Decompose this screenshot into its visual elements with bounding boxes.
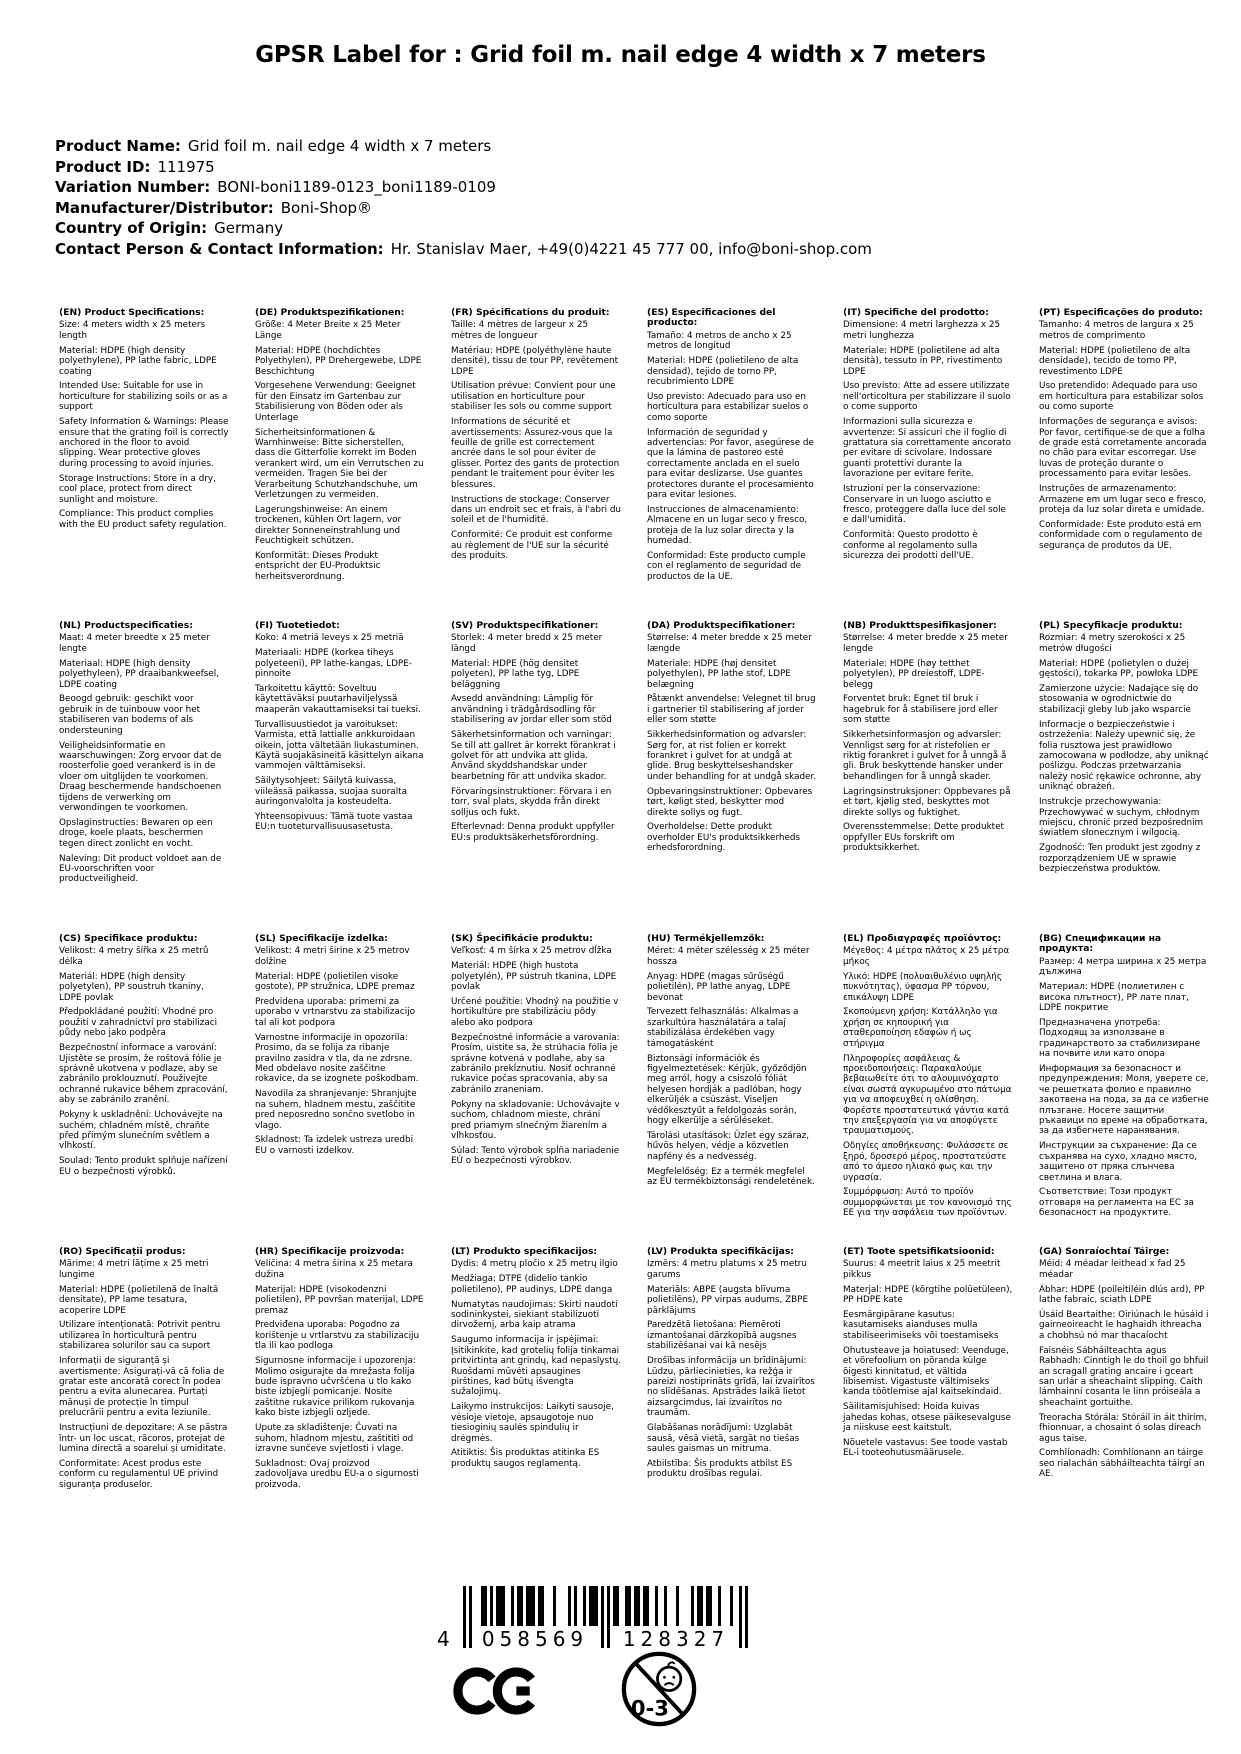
spec-paragraph: Säilytysohjeet: Säilytä kuivassa, viileässä paikassa, suojaa suoralta auringonvalolta ja kosteudelta. — [255, 776, 407, 808]
spec-paragraph: Tervezett felhasználás: Alkalmas a szarkultúra használatára a talaj stabilizálása érdekében vagy támogatásként — [647, 1007, 799, 1049]
product-name-label: Product Name: — [55, 137, 181, 155]
spec-paragraph: Uso previsto: Adecuado para uso en horticultura para estabilizar suelos o como soporte — [647, 391, 809, 423]
spec-cell — [843, 1247, 1013, 1560]
spec-paragraph: Atbilstība: Šis produkts atbilst ES produktu drošības regulai. — [647, 1458, 793, 1480]
spec-paragraph: Informações de segurança e avisos: Por favor, certifique-se de que a folha de grade está corretamente ancorada no chão para evitar escorregar. Use luvas de proteção durante o processamento para evitar lesões. — [1039, 417, 1207, 480]
spec-paragraph: Utilisation prévue: Convient pour une utilisation en horticulture pour stabiliser les sols ou comme support — [451, 381, 616, 413]
spec-cell — [255, 308, 425, 621]
spec-paragraph: Инструкции за съхранение: Да се съхранява на сухо, хладно място, защитено от пряка слънчева светлина и влага. — [1039, 1141, 1198, 1183]
spec-paragraph: Comhlíonadh: Comhlíonann an táirge seo rialachán sábháilteachta táirgí an AE. — [1039, 1448, 1205, 1480]
spec-paragraph: Opslaginstructies: Bewaren op een droge, koele plaats, beschermen tegen direct zonlicht en vocht. — [59, 817, 213, 849]
spec-paragraph: Material: HDPE (polietilen visoke gostote), PP stružnica, LDPE premaz — [255, 971, 415, 993]
spec-paragraph: Storlek: 4 meter bredd x 25 meter längd — [451, 633, 603, 654]
contact-label: Contact Person & Contact Information: — [55, 239, 384, 258]
spec-paragraph: Opbevaringsinstruktioner: Opbevares tørt, køligt sted, beskytter mod direkte sollys og fugt. — [647, 786, 813, 818]
spec-paragraph: Conformidad: Este producto cumple con el reglamento de seguridad de productos de la UE. — [647, 551, 806, 582]
spec-paragraph: Yhteensopivuus: Tämä tuote vastaa EU:n tuoteturvallisuusasetusta. — [255, 812, 413, 833]
spec-cell-header: (SL) Specifikacije izdelka: — [255, 933, 388, 944]
spec-paragraph: Méid: 4 méadar leithead x fad 25 méadar — [1039, 1259, 1186, 1280]
spec-cell-header: (EN) Product Specifications: — [59, 307, 205, 318]
spec-paragraph: Lagerungshinweise: An einem trockenen, kühlen Ort lagern, vor direkter Sonneneinstrahlung und Feuchtigkeit schützen. — [255, 504, 402, 547]
spec-cell-header: (IT) Specifiche del prodotto: — [843, 307, 989, 318]
barcode-left-digits: 058569 — [481, 1627, 589, 1651]
spec-paragraph: Predvidena uporaba: primerni za uporabo v vrtnarstvu za stabilizacijo tal ali kot podpora — [255, 997, 416, 1028]
spec-paragraph: Säkerhetsinformation och varningar: Se till att gallret är korrekt förankrat i golvet för att undvika att glida. Använd skyddshandskar under bearbetning för att undvika skador. — [451, 730, 616, 782]
spec-cell-header: (SK) Špecifikácie produktu: — [451, 933, 593, 944]
spec-paragraph: Méret: 4 méter szélesség x 25 méter hossza — [647, 946, 810, 967]
spec-cell — [1039, 621, 1209, 934]
spec-paragraph: Tarkoitettu käyttö: Soveltuu käytettäväksi puutarhaviljelyssä maaperän vakauttamiseksi tai tueksi. — [255, 684, 421, 715]
ce-mark-icon — [453, 1660, 541, 1726]
spec-paragraph: Размер: 4 метра ширина x 25 метра дължина — [1039, 956, 1207, 978]
spec-paragraph: Tárolási utasítások: Üzlet egy száraz, hűvös helyen, védje a közvetlen napfény és a nedvesség. — [647, 1130, 810, 1162]
spec-paragraph: Istruzioni per la conservazione: Conservare in un luogo asciutto e fresco, proteggere dalla luce del sole e dall'umidità. — [843, 484, 1006, 526]
age-warning-label: 0-3 — [630, 1695, 669, 1721]
spec-paragraph: Materiaal: HDPE (high density polyethyleen), PP draaibankweefsel, LDPE coating — [59, 658, 219, 690]
spec-paragraph: Tamanho: 4 metros de largura x 25 metros de comprimento — [1039, 320, 1194, 341]
spec-paragraph: Soulad: Tento produkt splňuje nařízení EU o bezpečnosti výrobků. — [59, 1156, 228, 1177]
spec-paragraph: Overensstemmelse: Dette produktet oppfyller EUs forskrift om produktsikkerhet. — [843, 822, 1004, 854]
spec-paragraph: Biztonsági információk és figyelmeztetések: Kérjük, győződjön meg arról, hogy a csiszoló fóliát helyesen hordják a padlóban, hogy elkerüljék a csúszást. Viseljen védőkesztyűt a feldolgozás során, hogy elkerülje a sérüléseket. — [647, 1053, 807, 1126]
spec-cell-body — [451, 946, 621, 1166]
spec-paragraph: Οδηγίες αποθήκευσης: Φυλάσσετε σε ξηρό, δροσερό μέρος, προστατεύστε από το άμεσο ηλιακό φως και την υγρασία. — [843, 1141, 1009, 1183]
spec-paragraph: Turvallisuustiedot ja varoitukset: Varmista, että lattialle ankkuroidaan oikein, jotta vältetään liukastuminen. Käytä suojakäsineitä käsittelyn aikana vammojen välttämiseksi. — [255, 719, 424, 772]
spec-paragraph: Velikost: 4 metry šířka x 25 metrů délka — [59, 946, 209, 967]
spec-paragraph: Μέγεθος: 4 μέτρα πλάτος x 25 μέτρα μήκος — [843, 946, 1010, 967]
manufacturer-row — [55, 198, 872, 219]
spec-cell — [843, 934, 1013, 1247]
spec-paragraph: Suurus: 4 meetrit laius x 25 meetrit pikkus — [843, 1259, 1001, 1280]
spec-cell — [451, 934, 621, 1247]
spec-cell-body — [647, 1259, 817, 1479]
spec-paragraph: Anyag: HDPE (magas sűrűségű polietilén), PP lathe anyag, LDPE bevonat — [647, 971, 791, 1003]
spec-paragraph: Saugumo informacija ir įspėjimai: Įsitikinkite, kad grotelių folija tinkamai pritvirtinta ant grindų, kad nepaslystų. Ruošdami mūvėti apsaugines pirštines, kad būtų išvengta sužalojimų. — [451, 1335, 621, 1398]
spec-paragraph: Upute za skladištenje: Čuvati na suhom, hladnom mjestu, zaštititi od izravne sunčeve svjetlosti i vlage. — [255, 1423, 414, 1454]
spec-cell-header: (BG) Спецификации на продукта: — [1039, 933, 1162, 955]
spec-paragraph: Información de seguridad y advertencias: Por favor, asegúrese de que la lámina de pastoreo esté correctamente anclada en el suelo para evitar deslizarse. Use guantes protectores durante el procesamiento para evitar lesiones. — [647, 427, 814, 500]
spec-cell-body — [59, 1259, 229, 1490]
spec-cell-header: (ET) Toote spetsifikatsioonid: — [843, 1246, 995, 1257]
spec-cell-body — [255, 1259, 425, 1490]
spec-paragraph: Matériau: HDPE (polyéthylène haute densité), tissu de tour PP, revêtement LDPE — [451, 345, 619, 377]
spec-cell-header: (NB) Produkttspesifikasjoner: — [843, 620, 997, 631]
contact-value: Hr. Stanislav Maer, +49(0)4221 45 777 00, info@boni-shop.com — [390, 239, 872, 258]
spec-paragraph: Πληροφορίες ασφάλειας & προειδοποιήσεις: Παρακαλούμε βεβαιωθείτε ότι το αλουμινόχαρτο είναι σωστά αγκυρωμένο στο πάτωμα για να αποφευχθεί η ολίσθηση. Φορέστε προστατευτικά γάντια κατά την επεξεργασία για να αποφύγετε τραυματισμούς. — [843, 1053, 1012, 1137]
spec-paragraph: Naleving: Dit product voldoet aan de EU-voorschriften voor productveiligheid. — [59, 853, 222, 885]
spec-paragraph: Veľkosť: 4 m šírka x 25 metrov dĺžka — [451, 946, 612, 957]
spec-paragraph: Säilitamisjuhised: Hoida kuivas jahedas kohas, otsese päikesevalguse ja niiskuse eest kaitstult. — [843, 1402, 1011, 1434]
country-of-origin-value: Germany — [214, 219, 284, 237]
spec-paragraph: Zgodność: Ten produkt jest zgodny z rozporządzeniem UE w sprawie bezpieczeństwa produktów. — [1039, 843, 1201, 875]
spec-paragraph: Materiale: HDPE (polietilene ad alta densità), tessuto in PP, rivestimento LDPE — [843, 345, 1003, 377]
spec-paragraph: Uso pretendido: Adequado para uso em horticultura para estabilizar solos ou como suporte — [1039, 381, 1204, 413]
variation-number-row — [55, 177, 872, 198]
spec-cell-body — [451, 633, 621, 843]
spec-paragraph: Informații de siguranță și avertismente: Asigurați-vă că folia de gratar este ancorată corect în podea pentru a evita alunecarea. Purtați mănuși de protecție în timpul prelucrării pentru a evita leziunile. — [59, 1356, 225, 1419]
spec-cell — [451, 621, 621, 934]
spec-cell-body — [843, 633, 1013, 853]
variation-number-label: Variation Number: — [55, 178, 211, 196]
spec-paragraph: Izmērs: 4 metru platums x 25 metru garums — [647, 1259, 807, 1280]
spec-cell-body — [647, 331, 817, 582]
spec-paragraph: Materiał: HDPE (polietylen o dużej gęstości), tokarka PP, powłoka LDPE — [1039, 658, 1199, 680]
spec-cell-body — [647, 633, 817, 853]
spec-paragraph: Förvaringsinstruktioner: Förvara i en torr, sval plats, skydda från direkt solljus och fukt. — [451, 786, 612, 818]
spec-paragraph: Conformité: Ce produit est conforme au règlement de l'UE sur la sécurité des produits. — [451, 530, 613, 562]
spec-cell-header: (FR) Spécifications du produit: — [451, 307, 610, 318]
spec-cell-header: (LV) Produkta specifikācijas: — [647, 1246, 794, 1257]
spec-paragraph: Faisnéis Sábháilteachta agus Rabhadh: Cinntigh le do thoil go bhfuil an scragall grating ancaire i gceart san urlár a sheachaint slipping. Caith lámhainní cosanta le linn próiseála a sheachaint gortuithe. — [1039, 1345, 1209, 1408]
spec-paragraph: Storage Instructions: Store in a dry, cool place, protect from direct sunlight and moisture. — [59, 473, 216, 505]
spec-paragraph: Informacje o bezpieczeństwie i ostrzeżenia: Należy upewnić się, że folia rusztowa jest prawidłowo zamocowana w podłodze, aby uniknąć poślizgu. Podczas przetwarzania należy nosić rękawice ochronne, aby uniknąć obrażeń. — [1039, 719, 1209, 793]
spec-paragraph: Treoracha Stórála: Stóráil in áit thirim, fhionnuar, a chosaint ó solas díreach agus taise. — [1039, 1412, 1207, 1444]
spec-cell — [255, 1247, 425, 1560]
spec-paragraph: Conformitate: Acest produs este conform cu regulamentul UE privind siguranța produselor. — [59, 1458, 219, 1490]
spec-paragraph: Instructions de stockage: Conserver dans un endroit sec et frais, à l'abri du soleil et de l'humidité. — [451, 494, 621, 526]
spec-paragraph: Veiligheidsinformatie en waarschuwingen: Zorg ervoor dat de roosterfolie goed verankerd is in de vloer om uitglijden te voorkomen. Draag beschermende handschoenen tijdens de verwerking om verwondingen te voorkomen. — [59, 740, 222, 813]
spec-paragraph: Overholdelse: Dette produkt overholder EU's produktsikkerheds erhedsforordning. — [647, 822, 801, 854]
spec-cell-header: (ES) Especificaciones del producto: — [647, 307, 776, 329]
spec-cell-header: (SV) Produktspecifikationer: — [451, 620, 599, 631]
spec-paragraph: Navodila za shranjevanje: Shranjujte na suhem, hladnem mestu, zaščitite pred neposredno sončno svetlobo in vlago. — [255, 1089, 417, 1131]
spec-paragraph: Súlad: Tento výrobok spĺňa nariadenie EÚ o bezpečnosti výrobkov. — [451, 1145, 620, 1167]
spec-paragraph: Rozmiar: 4 metry szerokości x 25 metrów długości — [1039, 633, 1186, 654]
spec-paragraph: Materijal: HDPE (visokodenzni polietilen), PP površan materijal, LDPE premaz — [255, 1284, 424, 1316]
spec-paragraph: Størrelse: 4 meter bredde x 25 meter længde — [647, 633, 812, 654]
spec-cell — [451, 308, 621, 621]
spec-paragraph: Pokyny na skladovanie: Uchovávajte v suchom, chladnom mieste, chráni pred priamym slnečným žiarením a vlhkosťou. — [451, 1099, 620, 1141]
spec-paragraph: Υλικό: HDPE (πολυαιθυλένιο υψηλής πυκνότητας), ύφασμα PP τόρνου, επικάλυψη LDPE — [843, 971, 1003, 1003]
spec-grid — [59, 308, 1209, 1560]
spec-cell-body — [1039, 320, 1209, 551]
spec-paragraph: Taille: 4 mètres de largeur x 25 mètres de longueur — [451, 320, 589, 341]
spec-paragraph: Předpokládané použití: Vhodné pro použití v zahradnictví pro stabilizaci půdy nebo jako podpěra — [59, 1007, 218, 1039]
spec-paragraph: Material: HDPE (hochdichtes Polyethylen), PP Drehergewebe, LDPE Beschichtung — [255, 345, 422, 377]
spec-paragraph: Mărime: 4 metri lățime x 25 metri lungime — [59, 1259, 209, 1280]
spec-paragraph: Utilizare intenționată: Potrivit pentru utilizarea în horticultură pentru stabilizarea solurilor sau ca suport — [59, 1320, 221, 1352]
spec-paragraph: Konformität: Dieses Produkt entspricht der EU-Produktsic herheitsverordnung. — [255, 551, 381, 582]
spec-paragraph: Úsáid Beartaithe: Oiriúnach le húsáid i gairneoireacht le haghaidh ithreacha a chobhsú nó mar thacaíocht — [1039, 1310, 1209, 1341]
spec-paragraph: Skladnost: Ta izdelek ustreza uredbi EU o varnosti izdelkov. — [255, 1135, 414, 1156]
spec-cell-body — [255, 320, 425, 582]
spec-paragraph: Nõuetele vastavus: See toode vastab EL-i tooteohutusmäärusele. — [843, 1438, 1008, 1459]
spec-paragraph: Intended Use: Suitable for use in horticulture for stabilizing soils or as a support — [59, 381, 228, 413]
variation-number-value: BONI-boni1189-0123_boni1189-0109 — [217, 178, 496, 196]
spec-paragraph: Материал: HDPE (полиетилен с висока плътност), PP лате плат, LDPE покритие — [1039, 982, 1189, 1013]
spec-paragraph: Sigurnosne informacije i upozorenja: Molimo osigurajte da mrežasta folija bude ispravno učvršćena u tlo kako biste izbjegli pomicanje. Nosite zaštitne rukavice prilikom rukovanja kako biste izbjegli ozljede. — [255, 1356, 416, 1419]
spec-paragraph: Uso previsto: Atte ad essere utilizzate nell'orticoltura per stabilizzare il suolo o come supporto — [843, 381, 1011, 413]
spec-cell-header: (PL) Specyfikacje produktu: — [1039, 620, 1183, 631]
spec-paragraph: Instrukcje przechowywania: Przechowywać w suchym, chłodnym miejscu, chronić przed bezpośrednim światłem słonecznym i wilgocią. — [1039, 797, 1204, 839]
spec-paragraph: Glabāšanas norādījumi: Uzglabāt sausā, vēsā vietā, sargāt no tiešas saules gaismas un mitruma. — [647, 1423, 800, 1454]
spec-cell — [451, 1247, 621, 1560]
spec-paragraph: Sicherheitsinformationen & Warnhinweise: Bitte sicherstellen, dass die Gitterfolie korrekt im Boden verankert wird, um ein Verrutschen zu vermeiden. Tragen Sie bei der Verarbeitung Schutzhandschuhe, um Verletzungen zu vermeiden. — [255, 427, 424, 500]
spec-paragraph: Compliance: This product complies with the EU product safety regulation. — [59, 509, 227, 530]
spec-cell — [59, 934, 229, 1247]
spec-cell — [1039, 934, 1209, 1247]
spec-cell-body — [255, 633, 425, 832]
spec-cell — [647, 1247, 817, 1560]
spec-paragraph: Ábhar: HDPE (poileitiléin dlús ard), PP lathe fabraic, sciath LDPE — [1039, 1284, 1205, 1306]
spec-cell-header: (LT) Produkto specifikacijos: — [451, 1246, 598, 1257]
product-id-row — [55, 157, 872, 178]
spec-cell-body — [843, 1259, 1013, 1458]
product-id-label: Product ID: — [55, 157, 151, 176]
barcode-lead-digit: 4 — [437, 1627, 450, 1651]
spec-cell-body — [451, 1259, 621, 1469]
spec-cell-header: (DE) Produktspezifikationen: — [255, 307, 405, 318]
country-of-origin-row — [55, 218, 872, 239]
spec-paragraph: Sukladnost: Ovaj proizvod zadovoljava uredbu EU-a o sigurnosti proizvoda. — [255, 1458, 419, 1490]
spec-paragraph: Vorgesehene Verwendung: Geeignet für den Einsatz im Gartenbau zur Stabilisierung von Böden oder als Unterlage — [255, 381, 416, 423]
spec-paragraph: Съответствие: Този продукт отговаря на регламента на ЕС за безопасност на продуктите. — [1039, 1187, 1194, 1219]
spec-paragraph: Bezpečnostné informácie a varovania: Prosím, uistite sa, že strúhacia fólia je správne kotvená v podlahe, aby sa zabránilo prekĺznutiu. Nosiť ochranné rukavice počas spracovania, aby sa zabránilo zraneniam. — [451, 1032, 620, 1095]
spec-paragraph: Lagringsinstruksjoner: Oppbevares på et tørt, kjølig sted, beskyttes mot direkte sollys og fuktighet. — [843, 786, 1011, 818]
spec-paragraph: Informations de sécurité et avertissements: Assurez-vous que la feuille de grille est correctement ancrée dans le sol pour éviter de glisser. Portez des gants de protection pendant le traitement pour éviter les blessures. — [451, 417, 620, 490]
manufacturer-value: Boni-Shop® — [280, 198, 373, 217]
spec-cell — [255, 934, 425, 1247]
spec-paragraph: Medžiaga: DTPE (didelio tankio polietileno), PP audinys, LDPE danga — [451, 1274, 613, 1295]
spec-paragraph: Sikkerhetsinformasjon og advarsler: Vennligst sørg for at ristefolien er riktig forankret i gulvet for å unngå å gli. Bruk beskyttende hansker under behandlingen for å unngå skader. — [843, 730, 1007, 782]
spec-cell — [1039, 308, 1209, 621]
spec-cell — [647, 621, 817, 934]
spec-paragraph: Beoogd gebruik: geschikt voor gebruik in de tuinbouw voor het stabiliseren van bodems of als ondersteuning — [59, 694, 201, 736]
spec-paragraph: Tamaño: 4 metros de ancho x 25 metros de longitud — [647, 330, 792, 352]
spec-paragraph: Dydis: 4 metrų pločio x 25 metrų ilgio — [451, 1259, 618, 1270]
spec-paragraph: Materiál: HDPE (high density polyetylen), PP soustruh tkaniny, LDPE povlak — [59, 971, 205, 1003]
spec-paragraph: Efterlevnad: Denna produkt uppfyller EU:s produktsäkerhetsförordning. — [451, 822, 615, 843]
manufacturer-label: Manufacturer/Distributor: — [55, 198, 274, 217]
spec-cell — [255, 621, 425, 934]
spec-cell-header: (CS) Specifikace produktu: — [59, 933, 198, 944]
spec-paragraph: Предназначена употреба: Подходящ за използване в градинарството за стабилизиране на почвите или като опора — [1039, 1017, 1201, 1060]
product-id-value: 111975 — [157, 157, 215, 176]
barcode-right-digits: 128327 — [622, 1627, 730, 1651]
page-title: GPSR Label for : Grid foil m. nail edge 4 width x 7 meters — [255, 42, 986, 68]
spec-paragraph: Størrelse: 4 meter bredde x 25 meter lengde — [843, 633, 1008, 654]
spec-paragraph: Varnostne informacije in opozorila: Prosimo, da se folija za ribanje pravilno zasidra v tla, da ne zdrsne. Med obdelavo nosite zaščitne rokavice, da se izognete poškodbam. — [255, 1032, 419, 1085]
spec-paragraph: Eesmärgipärane kasutus: kasutamiseks aianduses mulla stabiliseerimiseks või toestamiseks — [843, 1310, 999, 1341]
spec-paragraph: Laikymo instrukcijos: Laikyti sausoje, vėsioje vietoje, apsaugotoje nuo tiesioginių saulės spindulių ir drėgmės. — [451, 1402, 614, 1444]
spec-cell — [59, 621, 229, 934]
spec-paragraph: Veličina: 4 metra širina x 25 metara dužina — [255, 1259, 413, 1280]
spec-cell-header: (EL) Προδιαγραφές προϊόντος: — [843, 933, 1002, 944]
spec-paragraph: Информация за безопасност и предупреждения: Моля, уверете се, че решетката фолио е правилно закотвена на пода, за да се избегне плъзгане. Носете защитни ръкавици по време на обработката, за да избегнете наранявания. — [1039, 1063, 1209, 1137]
spec-paragraph: Materiál: HDPE (high hustota polyetylén), PP sústruh tkanina, LDPE povlak — [451, 961, 617, 993]
spec-cell-body — [1039, 957, 1209, 1219]
product-name-value: Grid foil m. nail edge 4 width x 7 meters — [187, 137, 492, 155]
spec-cell-body — [843, 946, 1013, 1218]
spec-paragraph: Atitiktis: Šis produktas atitinka ES produktų saugos reglamentą. — [451, 1448, 600, 1469]
spec-paragraph: Sikkerhedsinformation og advarsler: Sørg for, at rist folien er korrekt forankret i gulvet for at undgå at glide. Brug beskyttelseshandsker under behandling for at undgå skader. — [647, 730, 817, 782]
spec-paragraph: Predviđena uporaba: Pogodno za korištenje u vrtlarstvu za stabilizaciju tla ili kao podloga — [255, 1320, 420, 1352]
spec-paragraph: Bezpečnostní informace a varování: Ujistěte se prosím, že roštová fólie je správně ukotvena v podlaze, aby se zabránilo proklouznutí. Použivejte ochranné rukavice během zpracování, aby se zabránilo zranění. — [59, 1043, 228, 1106]
spec-paragraph: Materiale: HDPE (høj densitet polyethylen), PP lathe stof, LDPE belægning — [647, 658, 791, 690]
spec-cell — [59, 1247, 229, 1560]
spec-paragraph: Informazioni sulla sicurezza e avvertenze: Si assicuri che il foglio di grattatura sia correttamente ancorato per evitare di scivolare. Indossare guanti protettivi durante la lavorazione per evitare ferite. — [843, 417, 1011, 480]
spec-paragraph: Drošības informācija un brīdinājumi: Lūdzu, pārliecinieties, ka režģa ir pareizi nostiprināts grīdā, lai izvairītos no slīdēšanas. Apstrādes laikā lietot aizsargcimdus, lai izvairītos no traumām. — [647, 1356, 815, 1419]
spec-paragraph: Velikost: 4 metri širine x 25 metrov dolžine — [255, 946, 410, 967]
spec-paragraph: Material: HDPE (polietileno de alta densidad), tejido de torno PP, recubrimiento LDPE — [647, 356, 799, 387]
spec-paragraph: Numatytas naudojimas: Skirti naudoti sodininkystei, siekiant stabilizuoti dirvožemį, arba kaip atrama — [451, 1299, 618, 1331]
spec-paragraph: Größe: 4 Meter Breite x 25 Meter Länge — [255, 320, 401, 341]
spec-cell-header: (PT) Especificações do produto: — [1039, 307, 1203, 318]
spec-paragraph: Pokyny k uskladnění: Uchovávejte na suchém, chladném místě, chraňte před přímým slunečním světlem a vlhkostí. — [59, 1110, 223, 1152]
spec-cell-header: (GA) Sonraíochtaí Táirge: — [1039, 1246, 1170, 1257]
spec-paragraph: Koko: 4 metriä leveys x 25 metriä — [255, 633, 404, 644]
age-warning-0-3-icon — [620, 1650, 698, 1732]
spec-paragraph: Materjal: HDPE (kõrgtihe polüetüleen), PP HDPE kate — [843, 1284, 1013, 1306]
spec-cell — [59, 308, 229, 621]
spec-paragraph: Σκοπούμενη χρήση: Κατάλληλο για χρήση σε κηπουρική για σταθεροποίηση εδαφών ή ως στήριγμα — [843, 1007, 998, 1049]
spec-paragraph: Material: HDPE (hög densitet polyeten), PP lathe tyg, LDPE beläggning — [451, 658, 580, 690]
spec-paragraph: Forventet bruk: Egnet til bruk i hagebruk for å stabilisere jord eller som støtte — [843, 694, 998, 726]
spec-cell-header: (FI) Tuotetiedot: — [255, 620, 340, 631]
spec-paragraph: Ohutusteave ja hoiatused: Veenduge, et võrefoolium on põranda külge õigesti kinnitatud, et vältida libisemist. Vigastuste vältimiseks kanda töötlemise ajal kaitsekindaid. — [843, 1345, 1009, 1398]
contact-row — [55, 239, 872, 260]
spec-cell-header: (RO) Specificații produs: — [59, 1246, 186, 1257]
spec-paragraph: Materiaali: HDPE (korkea tiheys polyeteeni), PP lathe-kangas, LDPE-pinnoite — [255, 648, 412, 680]
spec-cell-body — [451, 320, 621, 561]
product-info — [55, 136, 872, 259]
spec-paragraph: Material: HDPE (polietilenă de înaltă densitate), PP lame tesatura, acoperire LDPE — [59, 1284, 219, 1316]
spec-paragraph: Instrucțiuni de depozitare: A se păstra într- un loc uscat, răcoros, protejat de lumina directă a soarelui și umiditate. — [59, 1423, 228, 1454]
spec-paragraph: Conformidade: Este produto está em conformidade com o regulamento de segurança de produtos da UE. — [1039, 519, 1203, 551]
spec-cell — [647, 308, 817, 621]
spec-paragraph: Safety Information & Warnings: Please ensure that the grating foil is correctly anchored in the floor to avoid slipping. Wear protective gloves during processing to avoid injuries. — [59, 417, 229, 469]
spec-cell-header: (DA) Produktspecifikationer: — [647, 620, 796, 631]
spec-cell-body — [255, 946, 425, 1156]
spec-paragraph: Paredzētā lietošana: Piemēroti izmantošanai dārzkopībā augsnes stabilizēšanai vai kā nesējs — [647, 1320, 797, 1352]
spec-cell-body — [1039, 633, 1209, 874]
spec-cell-body — [1039, 1259, 1209, 1479]
spec-paragraph: Určené použitie: Vhodný na použitie v hortikultúre pre stabilizáciu pôdy alebo ako podpora — [451, 997, 619, 1028]
spec-cell-body — [843, 320, 1013, 561]
spec-paragraph: Påtænkt anvendelse: Velegnet til brug i gartnerier til stabilisering af jorder eller som støtte — [647, 694, 816, 726]
spec-cell — [843, 621, 1013, 934]
spec-paragraph: Size: 4 meters width x 25 meters length — [59, 320, 206, 341]
spec-cell — [647, 934, 817, 1247]
spec-cell-body — [59, 320, 229, 530]
spec-paragraph: Conformità: Questo prodotto è conforme al regolamento sulla sicurezza dei prodotti dell'UE. — [843, 530, 978, 562]
spec-cell-header: (HR) Specifikacije proizvoda: — [255, 1246, 405, 1257]
spec-cell-body — [59, 633, 229, 884]
spec-paragraph: Material: HDPE (high density polyethylene), PP lathe fabric, LDPE coating — [59, 345, 217, 377]
spec-paragraph: Zamierzone użycie: Nadające się do stosowania w ogrodnictwie do stabilizacji gleby lub jako wsparcie — [1039, 684, 1199, 715]
spec-paragraph: Συμμόρφωση: Αυτό το προϊόν συμμορφώνεται με τον κανονισμό της ΕΕ για την ασφάλεια των προϊόντων. — [843, 1187, 1012, 1219]
spec-paragraph: Dimensione: 4 metri larghezza x 25 metri lunghezza — [843, 320, 1001, 341]
spec-paragraph: Instruções de armazenamento: Armazene em um lugar seco e fresco, proteja da luz solar direta e umidade. — [1039, 484, 1207, 515]
spec-paragraph: Material: HDPE (polietileno de alta densidade), tecido de torno PP, revestimento LDPE — [1039, 345, 1191, 377]
spec-cell-header: (NL) Productspecificaties: — [59, 620, 193, 631]
spec-paragraph: Megfelelőség: Ez a termék megfelel az EU termékbiztonsági rendeletének. — [647, 1166, 815, 1188]
product-name-row — [55, 136, 872, 157]
spec-cell-body — [59, 946, 229, 1177]
spec-paragraph: Materiale: HDPE (høy tetthet polyetylen), PP dreiestoff, LDPE-belegg — [843, 658, 985, 690]
spec-paragraph: Instrucciones de almacenamiento: Almacene en un lugar seco y fresco, proteja de la luz solar directa y la humedad. — [647, 504, 808, 547]
spec-paragraph: Materiāls: ABPE (augsta blīvuma polietilēns), PP virpas audums, ZBPE pārklājums — [647, 1284, 809, 1316]
spec-cell — [843, 308, 1013, 621]
spec-cell — [1039, 1247, 1209, 1560]
spec-paragraph: Maat: 4 meter breedte x 25 meter lengte — [59, 633, 210, 654]
spec-cell-body — [647, 946, 817, 1187]
ean13-barcode — [437, 1586, 767, 1656]
country-of-origin-label: Country of Origin: — [55, 219, 208, 237]
spec-cell-header: (HU) Termékjellemzők: — [647, 933, 765, 944]
spec-paragraph: Avsedd användning: Lämplig för användning i trädgårdsodling för stabilisering av jordar eller som stöd — [451, 694, 612, 726]
